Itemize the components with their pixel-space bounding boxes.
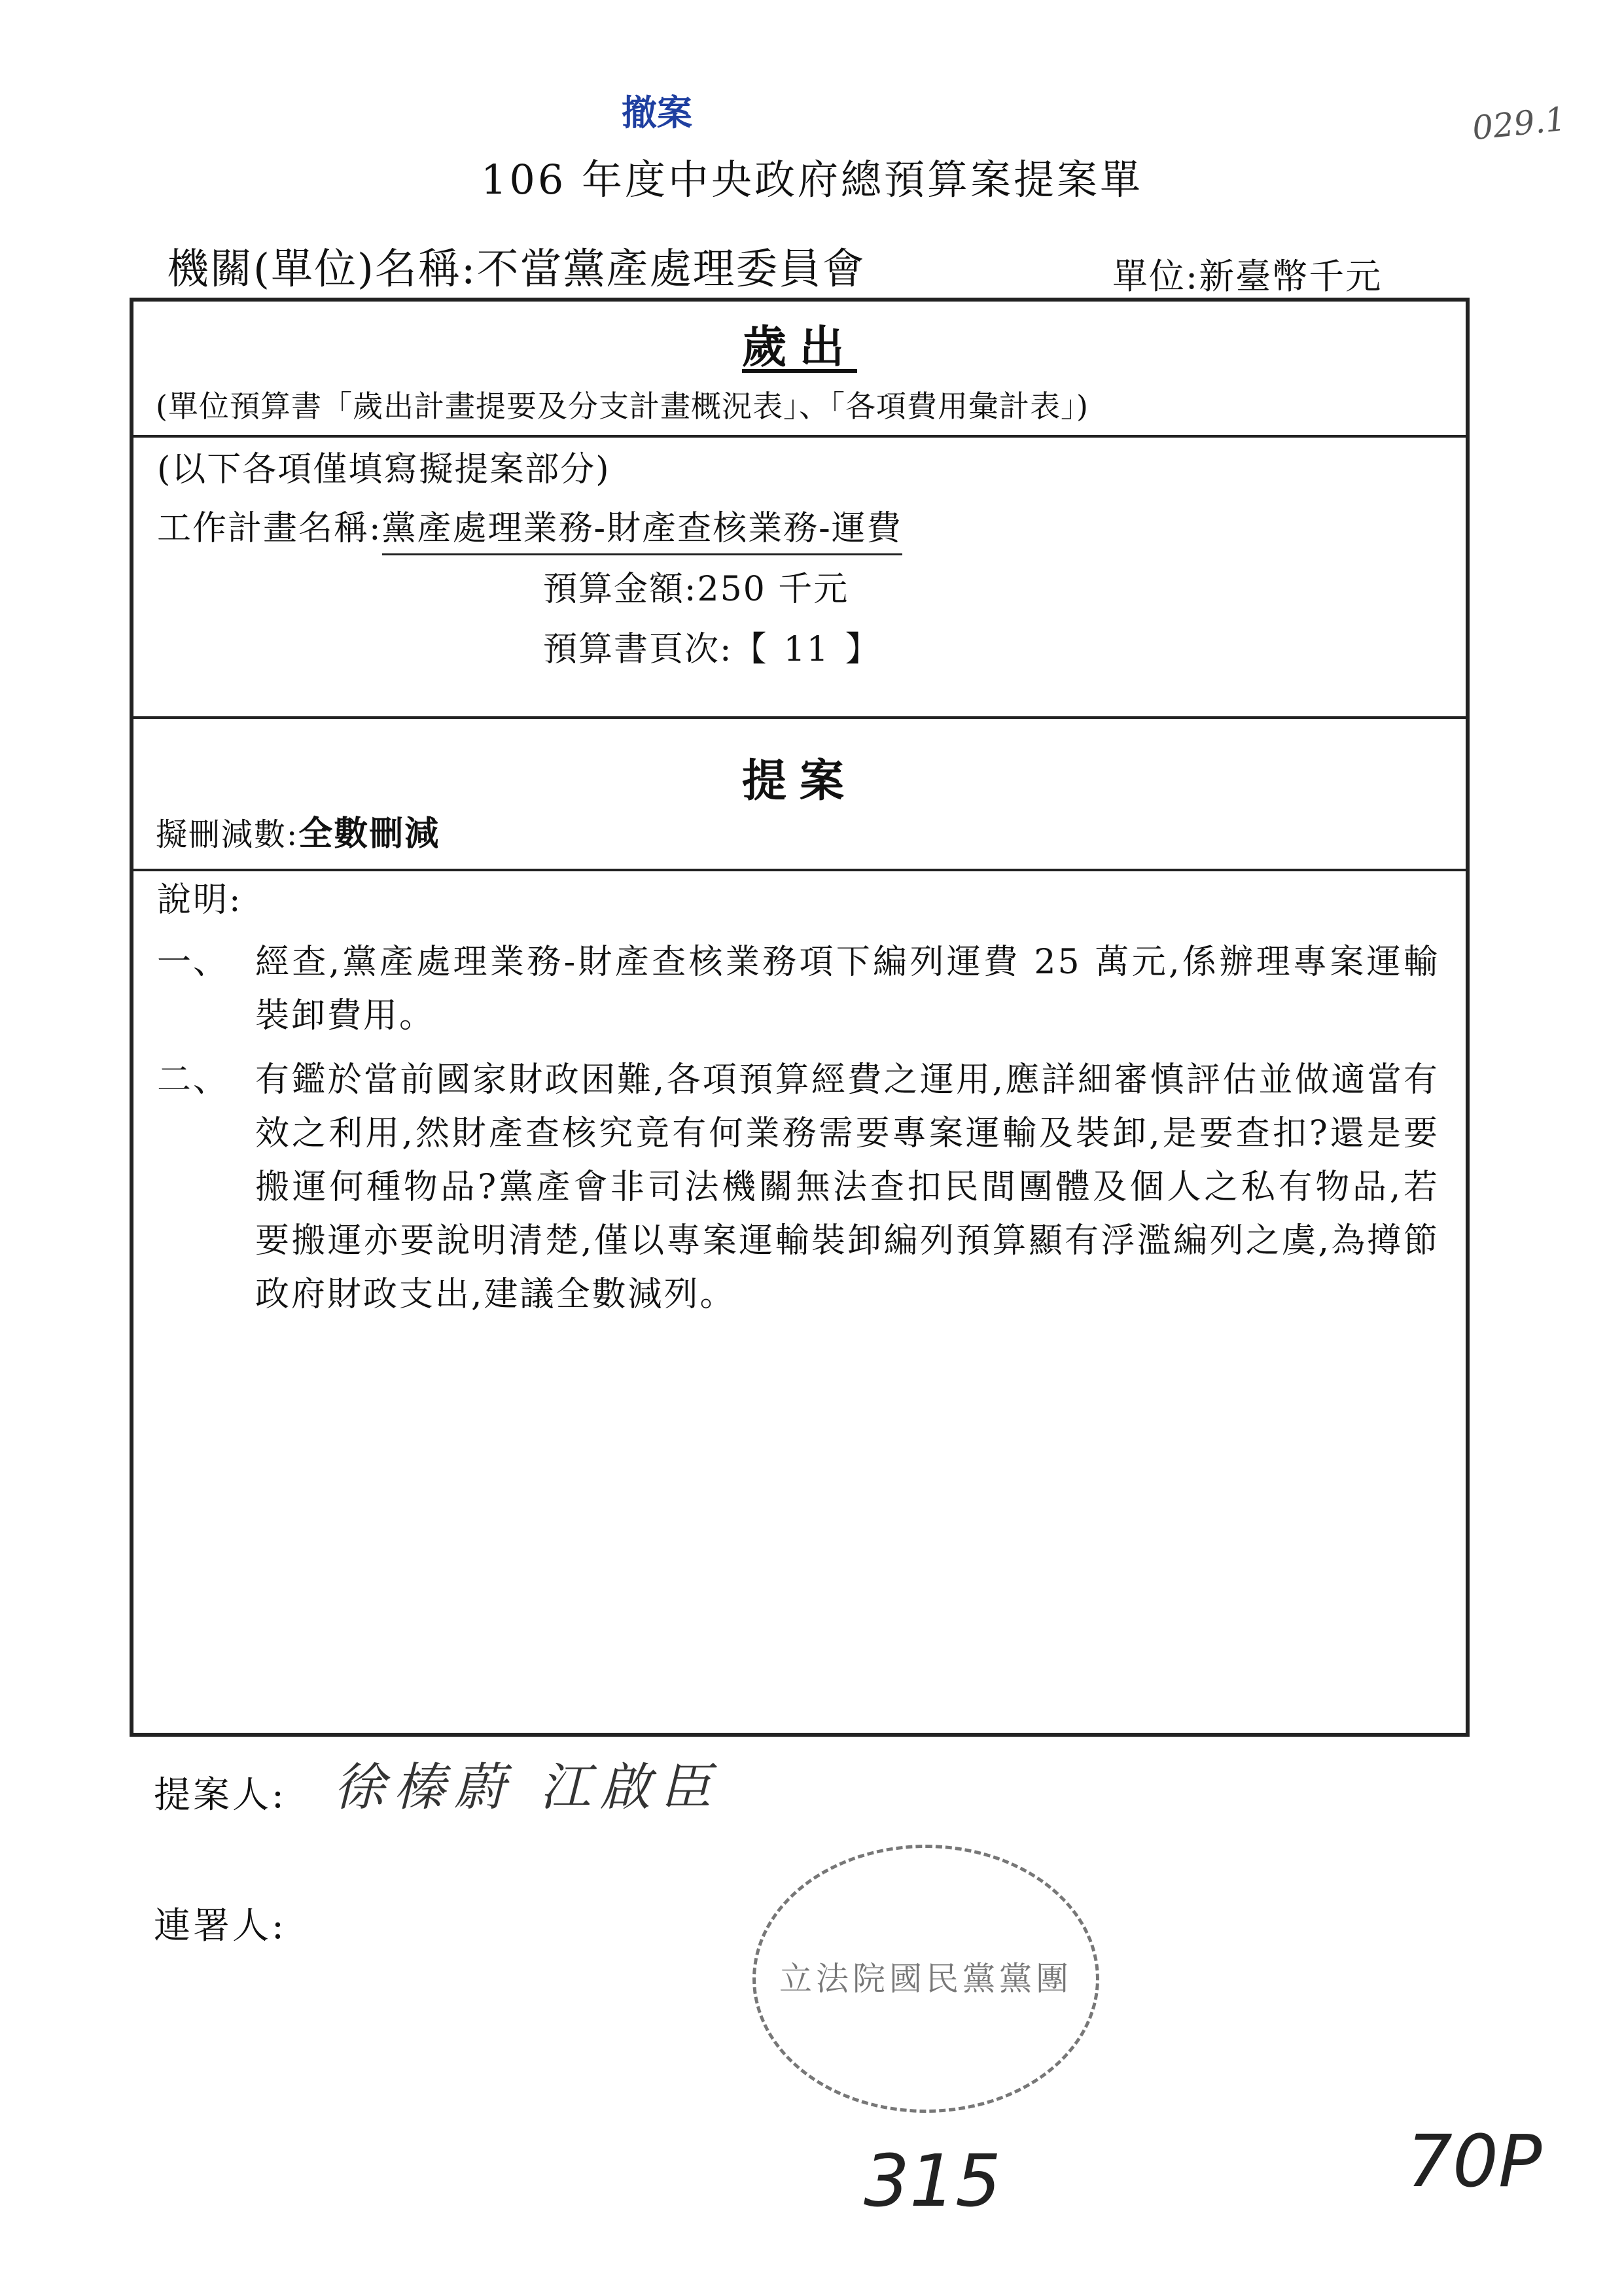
project-row [157, 500, 902, 549]
cut-row [156, 806, 440, 855]
currency-unit: 單位:新臺幣千元 [1112, 256, 1383, 297]
agency-name: 不當黨產處理委員會 [476, 245, 866, 294]
expenditure-heading: 歲出 [741, 321, 857, 374]
item-number: 一、 [157, 943, 230, 982]
divider-2 [133, 716, 1466, 719]
withdrawn-stamp: 撤案 [622, 92, 692, 133]
divider-1 [133, 435, 1466, 438]
budget-page-label: 預算書頁次:【 [543, 630, 768, 669]
budget-page-number: 11 [783, 630, 830, 669]
handwritten-code: 70P [1407, 2119, 1542, 2203]
item-text: 有鑑於當前國家財政困難,各項預算經費之運用,應詳細審慎評估並做適當有效之利用,然財產查核究竟有何業務需要專案運輸及裝卸,是要查扣?還是要搬運何種物品?黨產會非司法機關無法查扣民間團體及個人之私有物品,若要搬運亦要說明清楚,僅以專案運輸裝卸編列預算顯有浮濫編列之虞,為撙節政府財政支出,建議全數減列。 [255, 1060, 1439, 1314]
cosigner-label: 連署人: [154, 1905, 287, 1947]
proposer-signature: 徐榛蔚 江啟臣 [334, 1758, 720, 1817]
fill-instruction: (以下各項僅填寫擬提案部分) [157, 450, 610, 489]
proposer-label: 提案人: [154, 1774, 287, 1817]
item-number: 二、 [157, 1060, 230, 1100]
proposal-section [130, 720, 1470, 807]
document-title: 106 年度中央政府總預算案提案單 [480, 156, 1144, 203]
budget-page-row [543, 621, 881, 670]
seal-text: 立法院國民黨黨團 [779, 1960, 1072, 1998]
cut-value: 全數刪減 [298, 814, 440, 854]
cut-label: 擬刪減數: [156, 816, 299, 853]
divider-3 [133, 869, 1466, 871]
budget-page-close: 】 [845, 630, 881, 669]
item-text: 經查,黨產處理業務-財產查核業務項下編列運費 25 萬元,係辦理專案運輸裝卸費用。 [255, 943, 1439, 1035]
explanation-label: 說明: [157, 880, 243, 920]
proposal-heading: 提案 [741, 755, 857, 807]
corner-handwritten-note: 029.1 [1470, 99, 1568, 148]
project-name: 黨產處理業務-財產查核業務-運費 [382, 509, 902, 555]
agency-line [167, 235, 866, 296]
party-caucus-seal [752, 1845, 1099, 2113]
project-label: 工作計畫名稱: [157, 509, 382, 548]
expenditure-reference: (單位預算書「歲出計畫提要及分支計畫概況表」、「各項費用彙計表」) [156, 389, 1089, 424]
agency-label: 機關(單位)名稱: [167, 245, 477, 294]
handwritten-page-number: 315 [864, 2139, 1001, 2223]
budget-amount: 預算金額:250 千元 [543, 570, 849, 609]
